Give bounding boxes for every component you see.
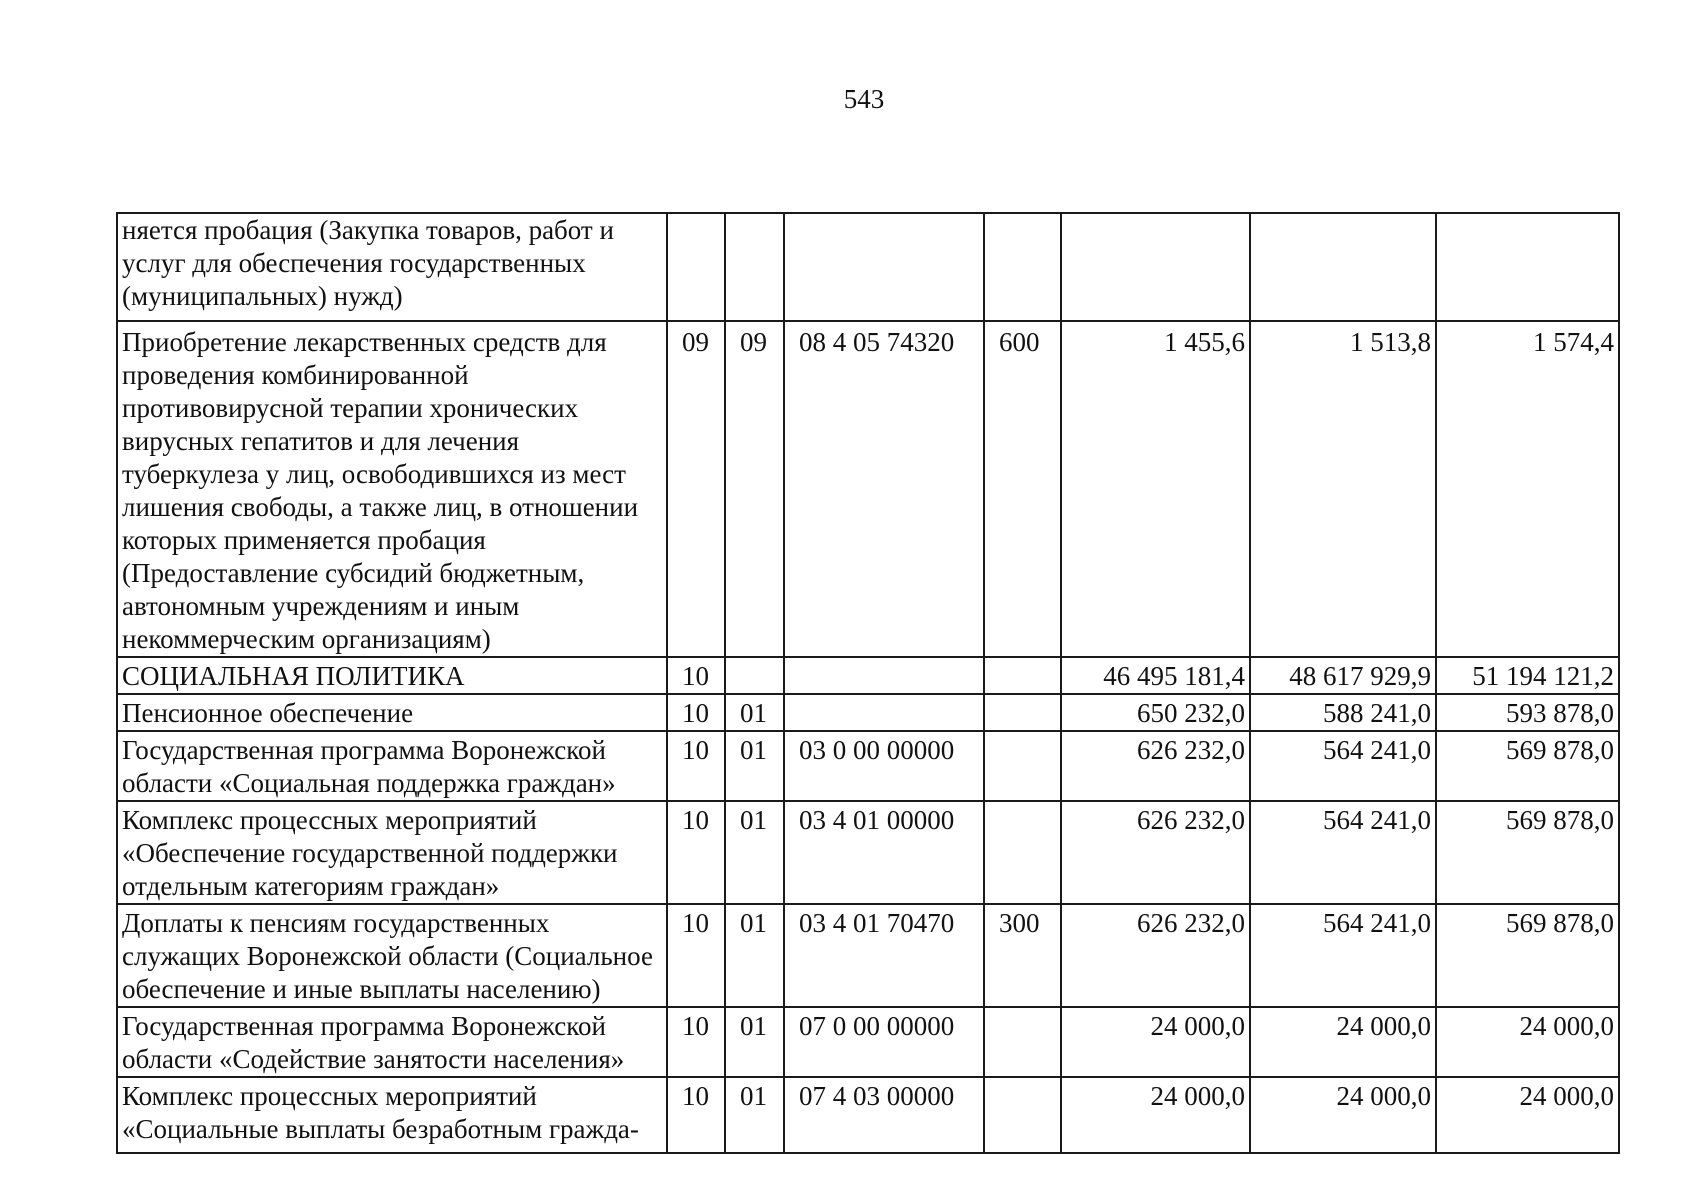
row-name-cell: Государственная программа Воронежской области «Содействие занятости населения»: [117, 1007, 667, 1077]
section-code-cell: 10: [667, 1007, 725, 1077]
subsection-code-cell: 01: [725, 1007, 784, 1077]
table-row: [117, 801, 1619, 904]
table-row: [117, 694, 1619, 731]
section-code-cell: 10: [667, 904, 725, 1007]
subsection-code-cell: [725, 657, 784, 694]
amount-year2-cell: 564 241,0: [1250, 801, 1436, 904]
table-row: [117, 904, 1619, 1007]
expense-type-cell: [984, 657, 1061, 694]
amount-year3-cell: [1436, 213, 1619, 321]
amount-year1-cell: 626 232,0: [1061, 731, 1250, 801]
amount-year3-cell: 51 194 121,2: [1436, 657, 1619, 694]
amount-year3-cell: 593 878,0: [1436, 694, 1619, 731]
subsection-code-cell: 01: [725, 731, 784, 801]
amount-year2-cell: 48 617 929,9: [1250, 657, 1436, 694]
target-article-cell: [784, 694, 984, 731]
table-body: [117, 213, 1619, 1153]
amount-year1-cell: 626 232,0: [1061, 801, 1250, 904]
section-code-cell: [667, 213, 725, 321]
amount-year1-cell: [1061, 213, 1250, 321]
amount-year3-cell: 569 878,0: [1436, 904, 1619, 1007]
section-code-cell: 09: [667, 321, 725, 657]
target-article-cell: 07 0 00 00000: [784, 1007, 984, 1077]
expense-type-cell: [984, 694, 1061, 731]
target-article-cell: 03 4 01 70470: [784, 904, 984, 1007]
amount-year2-cell: 24 000,0: [1250, 1077, 1436, 1153]
amount-year2-cell: 24 000,0: [1250, 1007, 1436, 1077]
target-article-cell: [784, 213, 984, 321]
section-code-cell: 10: [667, 731, 725, 801]
expense-type-cell: [984, 1077, 1061, 1153]
amount-year2-cell: 564 241,0: [1250, 904, 1436, 1007]
amount-year1-cell: 24 000,0: [1061, 1007, 1250, 1077]
subsection-code-cell: [725, 213, 784, 321]
target-article-cell: 07 4 03 00000: [784, 1077, 984, 1153]
subsection-code-cell: 01: [725, 904, 784, 1007]
table-row: [117, 321, 1619, 657]
row-name-cell: Пенсионное обеспечение: [117, 694, 667, 731]
amount-year1-cell: 650 232,0: [1061, 694, 1250, 731]
amount-year1-cell: 46 495 181,4: [1061, 657, 1250, 694]
table-row: [117, 1007, 1619, 1077]
amount-year3-cell: 24 000,0: [1436, 1077, 1619, 1153]
amount-year3-cell: 24 000,0: [1436, 1007, 1619, 1077]
section-code-cell: 10: [667, 694, 725, 731]
table-row: [117, 731, 1619, 801]
subsection-code-cell: 01: [725, 1077, 784, 1153]
page-number: 543: [843, 84, 885, 114]
row-name-cell: Приобретение лекарственных средств для проведения комбинированной противовирусной терапии хронических вирусных гепатитов и для лечения туберкулеза у лиц, освободившихся из мест лишения свободы, а также лиц, в отношении которых применяется пробация (Предоставление субсидий бюджетным, автономным учреждениям и иным некоммерческим организациям): [117, 321, 667, 657]
section-code-cell: 10: [667, 1077, 725, 1153]
amount-year2-cell: 564 241,0: [1250, 731, 1436, 801]
row-name-cell: Комплекс процессных мероприятий «Социальные выплаты безработным гражда-: [117, 1077, 667, 1153]
expense-type-cell: [984, 731, 1061, 801]
amount-year1-cell: 626 232,0: [1061, 904, 1250, 1007]
amount-year3-cell: 1 574,4: [1436, 321, 1619, 657]
amount-year2-cell: 1 513,8: [1250, 321, 1436, 657]
row-name-cell: Государственная программа Воронежской области «Социальная поддержка граждан»: [117, 731, 667, 801]
subsection-code-cell: 01: [725, 694, 784, 731]
subsection-code-cell: 01: [725, 801, 784, 904]
table-row: [117, 213, 1619, 321]
expense-type-cell: 300: [984, 904, 1061, 1007]
row-name-cell: Доплаты к пенсиям государственных служащих Воронежской области (Социальное обеспечение и иные выплаты населению): [117, 904, 667, 1007]
target-article-cell: 03 4 01 00000: [784, 801, 984, 904]
section-code-cell: 10: [667, 657, 725, 694]
subsection-code-cell: 09: [725, 321, 784, 657]
target-article-cell: [784, 657, 984, 694]
expense-type-cell: [984, 801, 1061, 904]
budget-table: [116, 212, 1620, 1154]
amount-year2-cell: 588 241,0: [1250, 694, 1436, 731]
section-code-cell: 10: [667, 801, 725, 904]
row-name-cell: няется пробация (Закупка товаров, работ и услуг для обеспечения государственных (муниципальных) нужд): [117, 213, 667, 321]
amount-year1-cell: 24 000,0: [1061, 1077, 1250, 1153]
row-name-cell: Комплекс процессных мероприятий «Обеспечение государственной поддержки отдельным категориям граждан»: [117, 801, 667, 904]
expense-type-cell: [984, 1007, 1061, 1077]
target-article-cell: 03 0 00 00000: [784, 731, 984, 801]
expense-type-cell: 600: [984, 321, 1061, 657]
amount-year2-cell: [1250, 213, 1436, 321]
amount-year1-cell: 1 455,6: [1061, 321, 1250, 657]
expense-type-cell: [984, 213, 1061, 321]
amount-year3-cell: 569 878,0: [1436, 731, 1619, 801]
row-name-cell: СОЦИАЛЬНАЯ ПОЛИТИКА: [117, 657, 667, 694]
amount-year3-cell: 569 878,0: [1436, 801, 1619, 904]
table-row: [117, 657, 1619, 694]
table-row: [117, 1077, 1619, 1153]
target-article-cell: 08 4 05 74320: [784, 321, 984, 657]
